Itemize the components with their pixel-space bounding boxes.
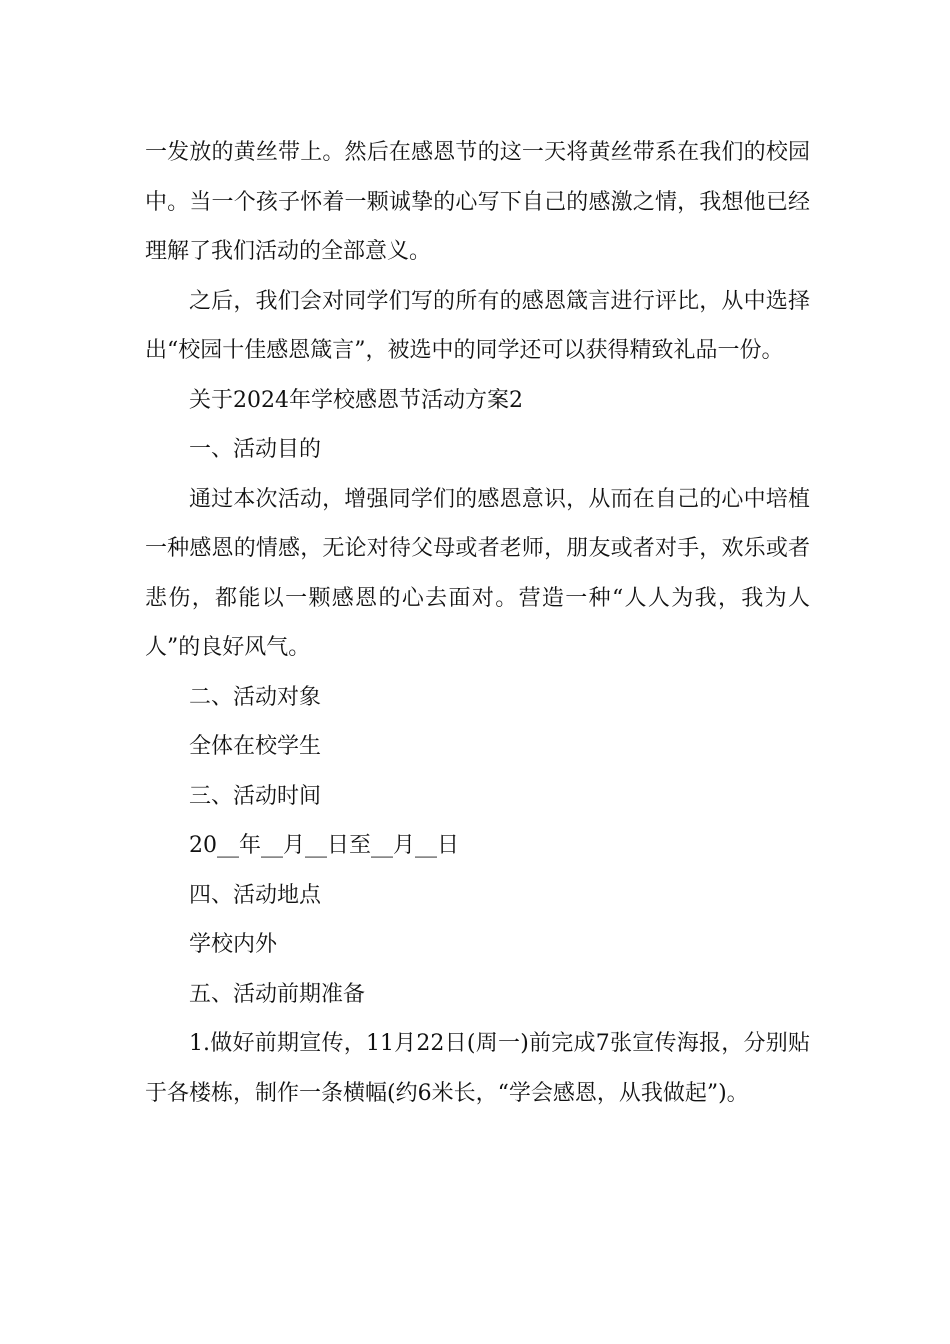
heading-time: 三、活动时间 xyxy=(189,783,322,809)
section-title: 关于2024年学校感恩节活动方案2 xyxy=(189,387,523,413)
paragraph-purpose: 通过本次活动，增强同学们的感恩意识，从而在自己的心中培植一种感恩的情感，无论对待父母或者老师，朋友或者对手，欢乐或者悲伤，都能以一颗感恩的心去面对。营造一种“人人为我，我为人人”的良好风气。 xyxy=(145,486,810,660)
paragraph-location: 学校内外 xyxy=(189,932,278,957)
paragraph-time: 20__年__月__日至__月__日 xyxy=(189,833,459,858)
paragraph-audience: 全体在校学生 xyxy=(189,734,322,759)
heading-preparation: 五、活动前期准备 xyxy=(189,981,366,1007)
paragraph-preparation-1: 1.做好前期宣传，11月22日(周一)前完成7张宣传海报，分别贴于各楼栋，制作一条横幅(约6米长，“学会感恩，从我做起”)。 xyxy=(145,1031,810,1106)
heading-location: 四、活动地点 xyxy=(189,882,322,908)
heading-purpose: 一、活动目的 xyxy=(189,437,322,462)
document-body xyxy=(145,128,810,1118)
heading-audience: 二、活动对象 xyxy=(189,684,322,710)
paragraph-motto-contest: 之后，我们会对同学们写的所有的感恩箴言进行评比，从中选择出“校园十佳感恩箴言”，被选中的同学还可以获得精致礼品一份。 xyxy=(145,288,810,363)
paragraph-yellow-ribbon: 一发放的黄丝带上。然后在感恩节的这一天将黄丝带系在我们的校园中。当一个孩子怀着一颗诚挚的心写下自己的感激之情，我想他已经理解了我们活动的全部意义。 xyxy=(145,140,810,264)
